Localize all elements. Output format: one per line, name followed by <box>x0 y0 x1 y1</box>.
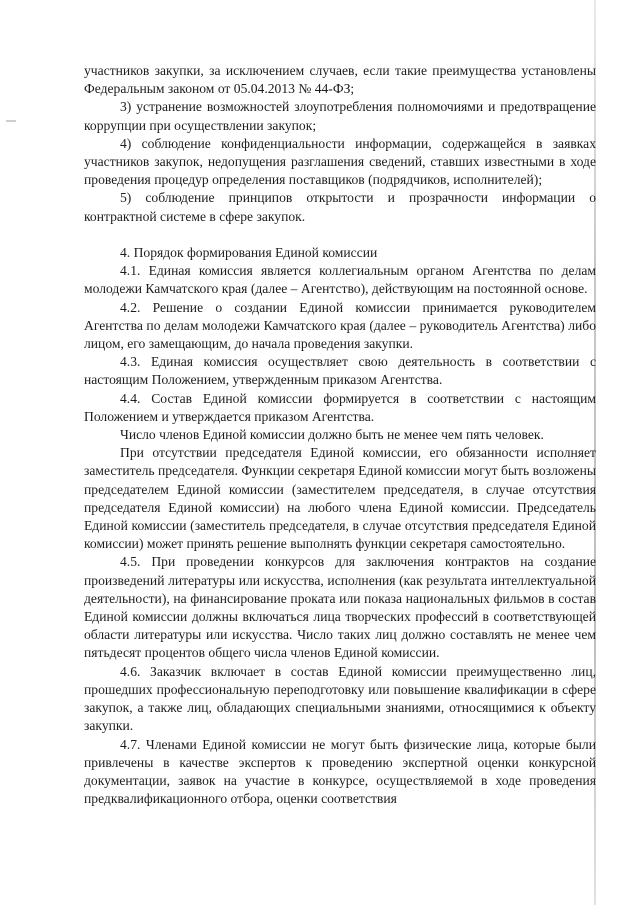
paragraph-4-7: 4.7. Членами Единой комиссии не могут быть физические лица, которые были привлечены в качестве экспертов к проведению экспертной оценки конкурсной документации, заявок на участие в конкурсе, осуществляемой в ходе проведения предквалификационного отбора, оценки соответствия <box>84 736 596 807</box>
paragraph-item-5: 5) соблюдение принципов открытости и прозрачности информации о контрактной системе в сфере закупок. <box>84 190 596 224</box>
paragraph-chairman-absence: При отсутствии председателя Единой комиссии, его обязанности исполняет заместитель председателя. Функции секретаря Единой комиссии могут быть возложены председателем Единой комиссии (заместителем председателя, в случае отсутствия председателя Единой комиссии) на любого члена Единой комиссии. Председатель Единой комиссии (заместитель председателя, в случае отсутствия председателя Единой комиссии) может принять решение выполнять функции секретаря самостоятельно. <box>84 445 596 552</box>
paragraph-item-4: 4) соблюдение конфиденциальности информации, содержащейся в заявках участников закупок, недопущения разглашения сведений, ставших известными в ходе проведения процедур определения поставщиков (подрядчиков, исполнителей); <box>84 135 596 188</box>
paragraph-4-6: 4.6. Заказчик включает в состав Единой комиссии преимущественно лиц, прошедших профессиональную переподготовку или повышение квалификации в сфере закупок, а также лиц, обладающих специальными знаниями, относящимися к объекту закупки. <box>84 663 596 734</box>
paragraph-members-count: Число членов Единой комиссии должно быть не менее чем пять человек. <box>120 427 544 443</box>
scan-artifact <box>6 120 16 122</box>
section-heading: 4. Порядок формирования Единой комиссии <box>120 245 378 261</box>
paragraph-4-1: 4.1. Единая комиссия является коллегиальным органом Агентства по делам молодежи Камчатского края (далее – Агентство), действующим на постоянной основе. <box>84 263 596 297</box>
paragraph-4-4: 4.4. Состав Единой комиссии формируется в соответствии с настоящим Положением и утверждается приказом Агентства. <box>84 390 596 424</box>
paragraph-4-5: 4.5. При проведении конкурсов для заключения контрактов на создание произведений литературы или искусства, исполнения (как результата интеллектуальной деятельности), на финансирование проката или показа национальных фильмов в состав Единой комиссии должны включаться лица творческих профессий в соответствующей области литературы или искусства. Число таких лиц должно составлять не менее чем пятьдесят процентов общего числа членов Единой комиссии. <box>84 554 596 661</box>
paragraph-continuation: участников закупки, за исключением случаев, если такие преимущества установлены Федеральным законом от 05.04.2013 № 44-ФЗ; <box>84 63 596 97</box>
document-body <box>84 62 596 808</box>
paragraph-4-3: 4.3. Единая комиссия осуществляет свою деятельность в соответствии с настоящим Положением, утвержденным приказом Агентства. <box>84 354 596 388</box>
paragraph-item-3: 3) устранение возможностей злоупотребления полномочиями и предотвращение коррупции при осуществлении закупок; <box>84 99 596 133</box>
paragraph-4-2: 4.2. Решение о создании Единой комиссии принимается руководителем Агентства по делам молодежи Камчатского края (далее – руководитель Агентства) либо лицом, его замещающим, до начала проведения закупки. <box>84 299 596 352</box>
